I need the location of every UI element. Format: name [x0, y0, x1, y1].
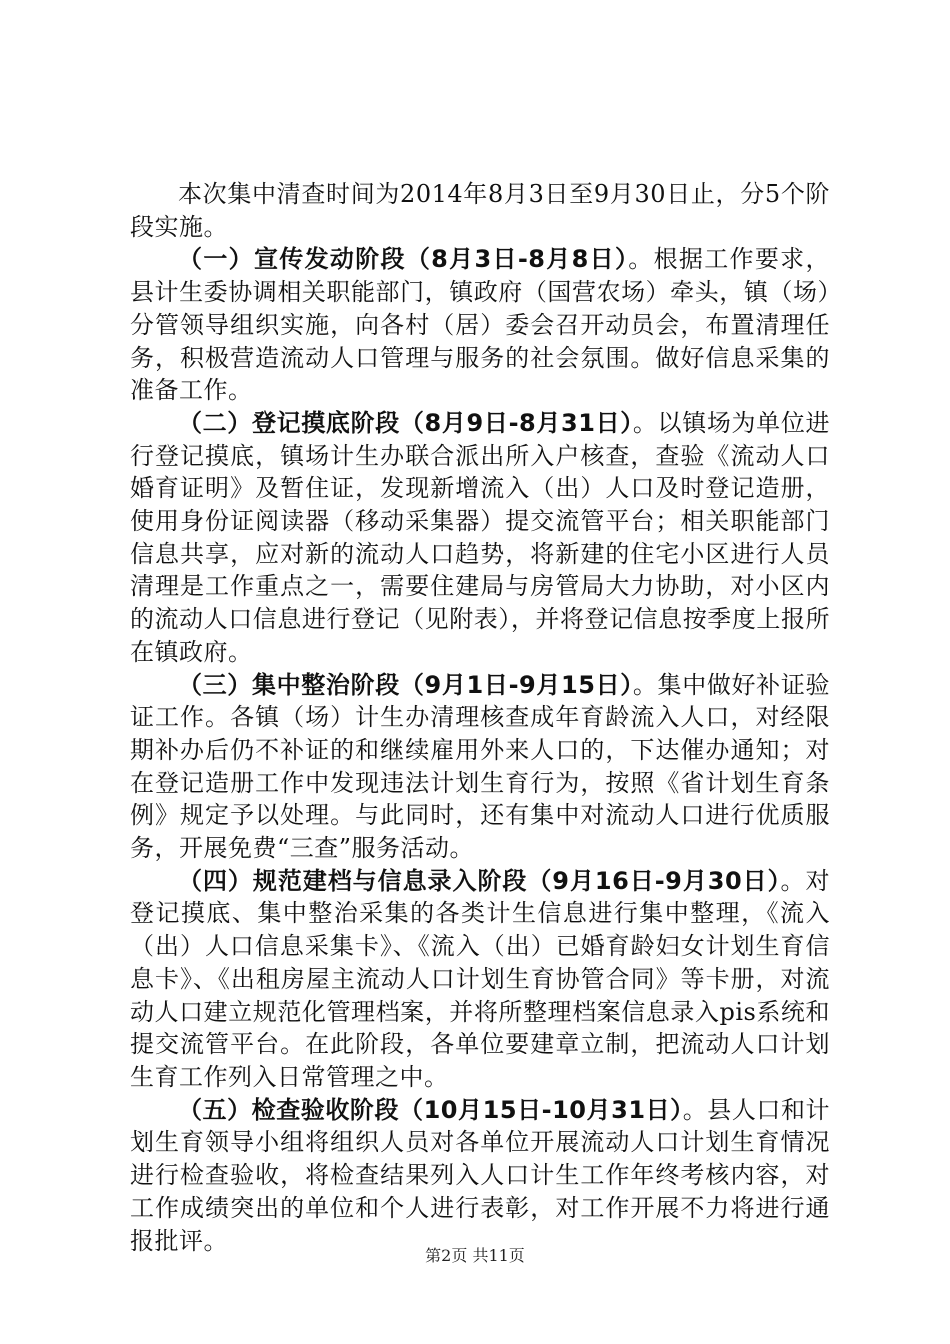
paragraph-heading: （三）集中整治阶段（9月1日-9月15日） [178, 670, 633, 699]
paragraph-stage-5 [130, 1094, 830, 1258]
paragraph-stage-3 [130, 669, 830, 865]
paragraph-intro [130, 178, 830, 243]
paragraph-heading: （五）检查验收阶段（10月15日-10月31日） [178, 1095, 683, 1124]
paragraph-stage-4 [130, 865, 830, 1094]
paragraph-text: 。集中做好补证验证工作。各镇（场）计生办清理核查成年育龄流入人口，对经限期补办后仍不补证的和继续雇用外来人口的，下达催办通知；对在登记造册工作中发现违法计划生育行为，按照《省计划生育条例》规定予以处理。与此同时，还有集中对流动人口进行优质服务，开展免费“三查”服务活动。 [130, 670, 830, 863]
paragraph-text: 。根据工作要求，县计生委协调相关职能部门，镇政府（国营农场）牵头，镇（场）分管领导组织实施，向各村（居）委会召开动员会，布置清理任务，积极营造流动人口管理与服务的社会氛围。做好信息采集的准备工作。 [130, 245, 830, 405]
paragraph-stage-1 [130, 243, 830, 407]
paragraph-heading: （二）登记摸底阶段（8月9日-8月31日） [178, 408, 633, 437]
paragraph-heading: （四）规范建档与信息录入阶段（9月16日-9月30日） [178, 866, 781, 895]
paragraph-text: 本次集中清查时间为2014年8月3日至9月30日止，分5个阶段实施。 [130, 180, 830, 241]
paragraph-heading: （一）宣传发动阶段（8月3日-8月8日） [178, 245, 629, 274]
paragraph-text: 。以镇场为单位进行登记摸底，镇场计生办联合派出所入户核查，查验《流动人口婚育证明》及暂住证，发现新增流入（出）人口及时登记造册，使用身份证阅读器（移动采集器）提交流管平台；相关职能部门信息共享，应对新的流动人口趋势，将新建的住宅小区进行人员清理是工作重点之一，需要住建局与房管局大力协助，对小区内的流动人口信息进行登记（见附表），并将登记信息按季度上报所在镇政府。 [130, 408, 830, 666]
paragraph-text: 。对登记摸底、集中整治采集的各类计生信息进行集中整理，《流入（出）人口信息采集卡》、《流入（出）已婚育龄妇女计划生育信息卡》、《出租房屋主流动人口计划生育协管合同》等卡册，对流动人口建立规范化管理档案，并将所整理档案信息录入pis系统和提交流管平台。在此阶段，各单位要建章立制，把流动人口计划生育工作列入日常管理之中。 [130, 866, 831, 1091]
document-body [130, 178, 830, 1257]
paragraph-text: 。县人口和计划生育领导小组将组织人员对各单位开展流动人口计划生育情况进行检查验收，将检查结果列入人口计生工作年终考核内容，对工作成绩突出的单位和个人进行表彰，对工作开展不力将进行通报批评。 [130, 1095, 831, 1255]
paragraph-stage-2 [130, 407, 830, 669]
page-number-footer: 第2页 共11页 [425, 1246, 525, 1265]
